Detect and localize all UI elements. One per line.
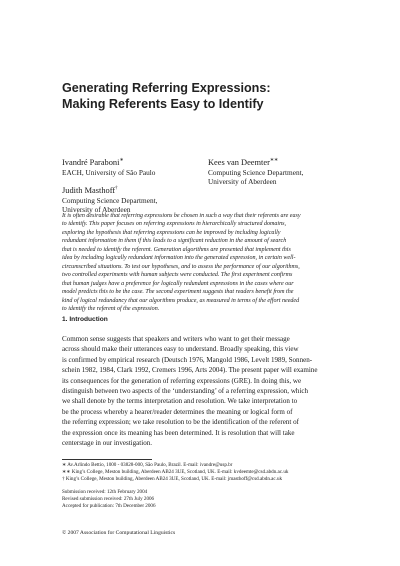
author-affiliation: Computing Science Department, bbox=[208, 167, 304, 177]
submission-line: Submission received: 12th February 2004 bbox=[62, 489, 148, 495]
title-line-1: Generating Referring Expressions: bbox=[62, 81, 271, 95]
submission-info bbox=[62, 489, 156, 510]
abstract-line: exploring the hypothesis that referring expressions can be improved by including logically bbox=[62, 229, 281, 236]
paper-title bbox=[62, 80, 352, 112]
submission-line: Revised submission received: 27th July 2006 bbox=[62, 495, 155, 502]
abstract-line: redundant information in them if this leads to a significant reduction in the amount of search bbox=[62, 238, 287, 245]
abstract-line: idea by including logically redundant information into the generated expression, in certain well- bbox=[62, 255, 296, 262]
author-block-1 bbox=[62, 155, 155, 177]
section-heading: 1. Introduction bbox=[62, 316, 108, 323]
body-line: its consequences for the generation of referring expressions (GRE). In doing this, we bbox=[62, 376, 302, 385]
abstract-line: that human judges have a preference for logically redundant expressions in the cases where our bbox=[62, 280, 294, 287]
abstract-line: model predicts this to be the case. The second experiment suggests that readers benefit from the bbox=[62, 289, 294, 296]
author-name: Judith Masthoff bbox=[62, 185, 116, 195]
abstract-line: that is needed to identify the referent. Generation algorithms are presented that implement this bbox=[62, 246, 291, 253]
body-text bbox=[62, 334, 348, 448]
body-line: centerstage in our investigation. bbox=[62, 439, 153, 448]
body-line: be the process whereby a hearer/reader determines the meaning or logical form of bbox=[62, 407, 293, 416]
body-line: Common sense suggests that speakers and writers who want to get their message bbox=[62, 335, 290, 343]
body-line: schein 1982, 1984, Clark 1992, Cremers 1996, Arts 2004). The present paper will examine bbox=[62, 366, 318, 375]
abstract-line: to identify. This paper focuses on referring expressions in hierarchically structured domains, bbox=[62, 221, 286, 228]
footnote: ∗ Av.Arlindo Bettio, 1000 - 03828-000, São Paulo, Brazil. E-mail: ivandre@usp.br bbox=[62, 462, 233, 468]
author-mark: ∗∗ bbox=[269, 158, 279, 163]
footnote: † King’s College, Meston building, Aberdeen AB24 3UE, Scotland, UK. E-mail: jmasthoff@csd.abdn.ac.uk bbox=[62, 475, 283, 482]
author-affiliation: EACH, University of São Paulo bbox=[62, 167, 156, 177]
footnotes bbox=[62, 462, 342, 483]
author-mark: † bbox=[115, 186, 118, 191]
abstract-line: to identify the referent of the expression. bbox=[62, 305, 160, 312]
abstract-line: circumscribed situations. To test our hypotheses, and to assess the performance of our algorithms, bbox=[62, 263, 300, 270]
abstract-line: kind of logical redundancy that our algorithms produce, as measured in terms of the effort needed bbox=[62, 297, 300, 304]
body-line: across should make their utterances easy to understand. Broadly speaking, this view bbox=[62, 345, 299, 354]
footnote-rule bbox=[62, 459, 152, 460]
author-name: Ivandré Paraboni bbox=[62, 157, 120, 167]
author-affiliation: University of Aberdeen bbox=[208, 177, 277, 187]
body-line: is confirmed by empirical research (Deutsch 1976, Mangold 1986, Levelt 1989, Sonnen- bbox=[62, 355, 313, 364]
author-affiliation: University of Aberdeen bbox=[62, 205, 131, 215]
body-line: the referring expression; we take resolution to be the identification of the referent of bbox=[62, 418, 299, 427]
author-affiliation: Computing Science Department, bbox=[62, 195, 158, 205]
title-line-2: Making Referents Easy to Identify bbox=[62, 97, 264, 111]
body-line: the expression once its meaning has been determined. It is resolution that will take bbox=[62, 428, 295, 437]
footnote: ∗∗ King’s College, Meston building, Aberdeen AB24 3UE, Scotland, UK. E-mail: kvdeemte@csd.abdn.ac.uk bbox=[62, 468, 289, 475]
body-line: distinguish between two aspects of the ‘understanding’ of a referring expression, which bbox=[62, 387, 309, 396]
author-block-2 bbox=[208, 155, 303, 187]
author-name: Kees van Deemter bbox=[208, 157, 270, 167]
submission-line: Accepted for publication: 7th December 2006 bbox=[62, 502, 156, 509]
author-block-3 bbox=[62, 183, 157, 215]
author-mark: ∗ bbox=[119, 158, 124, 163]
abstract bbox=[62, 212, 346, 313]
abstract-line: It is often desirable that referring expressions be chosen in such a way that their referents are easy bbox=[62, 213, 301, 219]
body-line: we shall denote by the terms interpretation and resolution. We take interpretation to bbox=[62, 397, 298, 406]
copyright-notice: © 2007 Association for Computational Linguistics bbox=[62, 530, 176, 536]
abstract-line: two controlled experiments with human subjects were conducted. The first experiment confirms bbox=[62, 272, 293, 279]
